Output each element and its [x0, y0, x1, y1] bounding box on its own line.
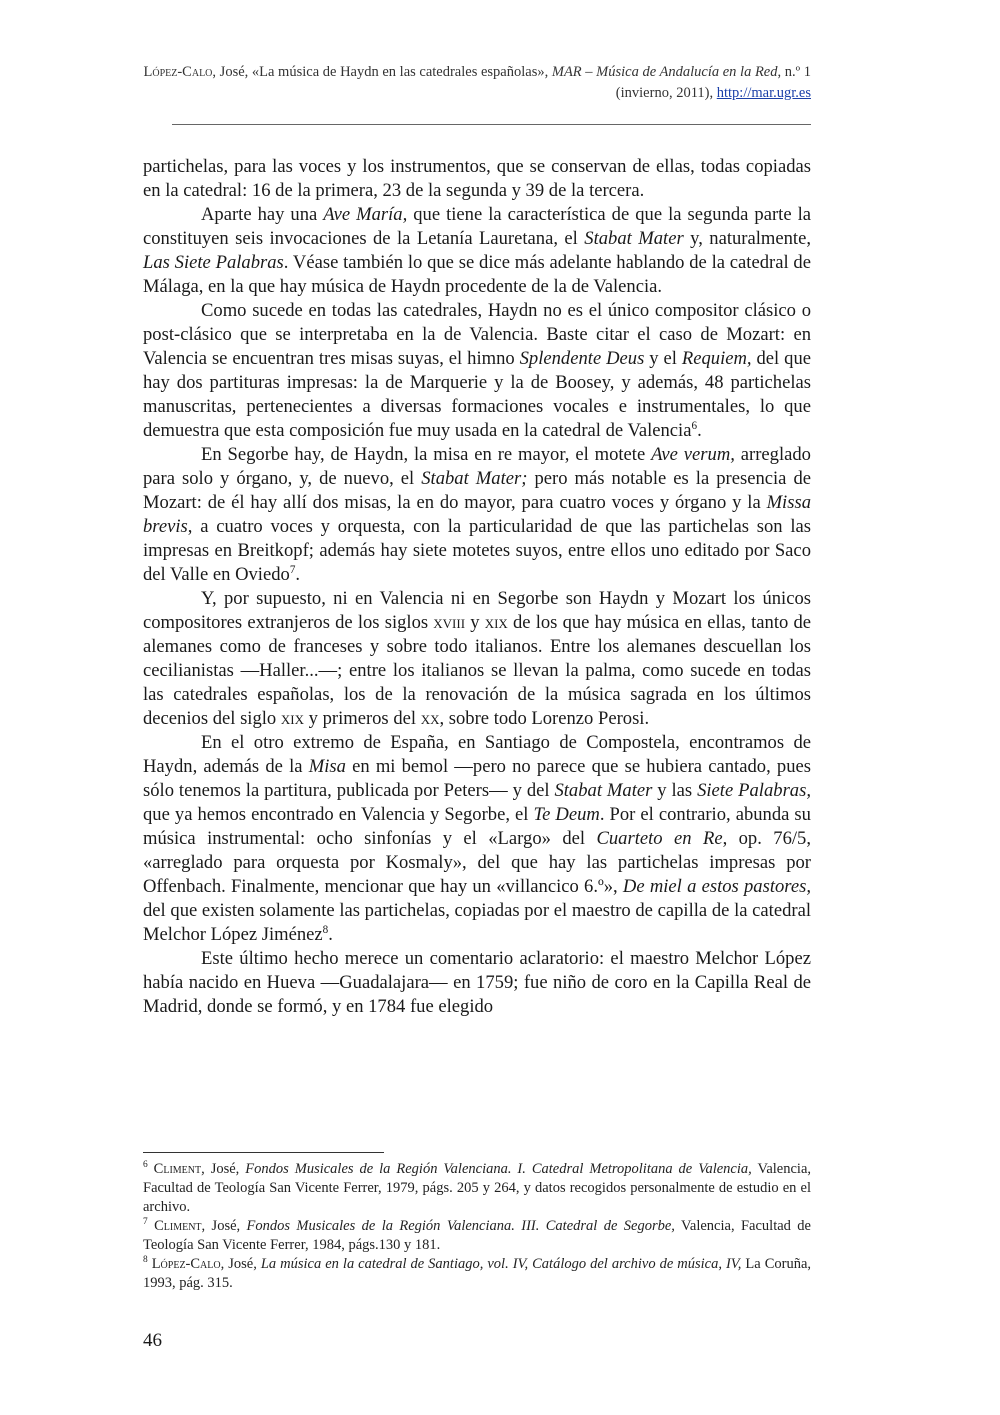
paragraph [143, 155, 811, 203]
header-journal: MAR – Música de Andalucía en la Red [551, 64, 778, 80]
footnote-separator [143, 1152, 384, 1153]
text-run: Valencia, Facultad de Teología San Vicente Ferrer, 1984, págs.130 y 181. [143, 1218, 811, 1253]
text-run: En Segorbe hay, de Haydn, la misa en re mayor, el motete [201, 444, 652, 465]
body-text [143, 155, 811, 1019]
text-run: , sobre todo Lorenzo Perosi. [439, 708, 650, 729]
paragraph [143, 203, 811, 299]
small-caps-run: Climent [154, 1218, 202, 1234]
paragraph [143, 443, 811, 587]
footnotes [143, 1160, 811, 1293]
text-run: del que existen solamente las partichelas, copiadas por el maestro de capilla de la catedral Melchor López Jiménez [143, 900, 811, 945]
footnote-ref: 8 [143, 1255, 148, 1266]
text-run: y las [652, 780, 698, 801]
text-run: Como sucede en todas las catedrales, Haydn no es el único compositor clásico o post-clásico que se interpretaba en la de Valencia. Baste citar el caso de Mozart: en Valencia se encuentran tres misas suyas, el himno [143, 300, 811, 369]
small-caps-run: López-Calo [151, 1256, 221, 1272]
running-header [143, 62, 811, 104]
text-run: La Coruña, 1993, pág. 315. [143, 1256, 812, 1291]
page-number: 46 [143, 1330, 162, 1351]
italic-run: Siete Palabras, [697, 780, 811, 801]
footnote-ref: 6 [691, 419, 698, 432]
text-run: y [465, 612, 485, 633]
text-run: partichelas, para las voces y los instrumentos, que se conservan de ellas, todas copiadas en la catedral: 16 de la primera, 23 de la segunda y 39 de la tercera. [143, 156, 811, 201]
footnote-ref: 6 [143, 1160, 148, 1171]
text-run: Y, por supuesto, ni en Valencia ni en Segorbe son Haydn y Mozart los únicos compositores extranjeros de los siglos [143, 588, 811, 633]
footnote [143, 1217, 811, 1255]
text-run: , op. 76/5, «arreglado para orquesta por Kosmaly», del que hay las partichelas impresas por Offenbach. Finalmente, mencionar que hay un «villancico 6.º», [143, 828, 811, 897]
paragraph [143, 947, 811, 1019]
italic-run: Stabat Mater; [421, 468, 528, 489]
footnote-ref: 7 [143, 1217, 148, 1228]
text-run: . [328, 924, 333, 945]
paragraph [143, 731, 811, 947]
text-run: que ya hemos encontrado en Valencia y Segorbe, el [143, 804, 534, 825]
italic-run: Requiem, [681, 348, 752, 369]
text-run: . [295, 564, 301, 585]
small-caps-run: xviii [433, 612, 466, 633]
text-run: Aparte hay una [201, 204, 324, 225]
header-author-title: , José, «La música de Haydn en las catedrales españolas», [212, 64, 552, 80]
text-run: , José, [201, 1218, 247, 1234]
text-run: y el [644, 348, 682, 369]
text-run: . Véase también lo que se dice más adelante hablando de la catedral de Málaga, en la que hay música de Haydn procedente de la de Valencia. [143, 252, 811, 297]
header-author-surname: López-Calo [143, 64, 213, 80]
small-caps-run: Climent [153, 1161, 202, 1177]
header-rule [172, 124, 811, 125]
text-run: . Por el contrario, abunda su música instrumental: ocho sinfonías y el «Largo» del [143, 804, 811, 849]
italic-run: Te Deum [533, 804, 600, 825]
italic-run: Fondos Musicales de la Región Valenciana. III. Catedral de Segorbe, [246, 1218, 675, 1234]
text-run: , José, [201, 1161, 246, 1177]
paragraph [143, 299, 811, 443]
text-run: Valencia, Facultad de Teología San Vicente Ferrer, 1979, págs. 205 y 264, y datos recogidos personalmente de estudio en el archivo. [143, 1161, 812, 1215]
header-url-link[interactable]: http://mar.ugr.es [716, 85, 811, 101]
italic-run: Ave María, [323, 204, 408, 225]
small-caps-run: xix [280, 708, 304, 729]
text-run: arreglado para solo y órgano, y, de nuevo, el [143, 444, 811, 489]
small-caps-run: xx [420, 708, 440, 729]
text-run: del que hay dos partituras impresas: la de Marquerie y la de Boosey, y además, 48 partichelas manuscritas, pertenecientes a diversas formaciones vocales e instrumentales, lo que demuestra que esta composición fue muy usada en la catedral de Valencia [143, 348, 812, 441]
text-run: en mi bemol —pero no parece que se hubiera cantado, pues sólo tenemos la partitura, publicada por Peters— y del [143, 756, 811, 801]
text-run: pero más notable es la presencia de Mozart: de él hay allí dos misas, la en do mayor, para cuatro voces y órgano y la [143, 468, 811, 513]
paragraph [143, 587, 811, 731]
text-run: , a cuatro voces y orquesta, con la particularidad de que las partichelas son las impresas en Breitkopf; además hay siete motetes suyos, entre ellos uno editado por Saco del Valle en Oviedo [143, 516, 811, 585]
italic-run: Las Siete Palabras [143, 252, 284, 273]
footnote-ref: 8 [322, 923, 329, 936]
text-run: , José, [220, 1256, 261, 1272]
italic-run: La música en la catedral de Santiago, vol. IV, Catálogo del archivo de música, IV, [260, 1256, 742, 1272]
italic-run: Cuarteto en Re [596, 828, 723, 849]
header-issue: , n.º 1 (invierno, 2011), [615, 64, 811, 101]
text-run: y, naturalmente, [683, 228, 812, 249]
italic-run: Splendente Deus [519, 348, 645, 369]
footnote [143, 1160, 811, 1217]
italic-run: Fondos Musicales de la Región Valenciana. I. Catedral Metropolitana de Valencia, [245, 1161, 752, 1177]
italic-run: Ave verum, [651, 444, 735, 465]
italic-run: De miel a estos pastores, [622, 876, 811, 897]
text-run: Este último hecho merece un comentario aclaratorio: el maestro Melchor López había nacido en Hueva —Guadalajara— en 1759; fue niño de coro en la Capilla Real de Madrid, donde se formó, y en 1784 fue elegido [143, 948, 811, 1017]
text-run: de los que hay música en ellas, tanto de alemanes como de franceses y sobre todo italianos. Entre los alemanes descuellan los cecilianistas —Haller...—; entre los italianos se llevan la palma, como sucede en todas las catedrales españolas, los de la renovación de la música sagrada en los últimos decenios del siglo [143, 612, 812, 729]
footnote [143, 1255, 811, 1293]
italic-run: Missa brevis [143, 492, 811, 537]
italic-run: Stabat Mater [554, 780, 653, 801]
small-caps-run: xix [484, 612, 508, 633]
footnote-ref: 7 [289, 563, 296, 576]
italic-run: Stabat Mater [584, 228, 684, 249]
text-run: . [697, 420, 702, 441]
italic-run: Misa [308, 756, 346, 777]
text-run: que tiene la característica de que la segunda parte la constituyen seis invocaciones de la Letanía Lauretana, el [143, 204, 811, 249]
text-run: En el otro extremo de España, en Santiago de Compostela, encontramos de Haydn, además de la [143, 732, 811, 777]
text-run: y primeros del [303, 708, 421, 729]
